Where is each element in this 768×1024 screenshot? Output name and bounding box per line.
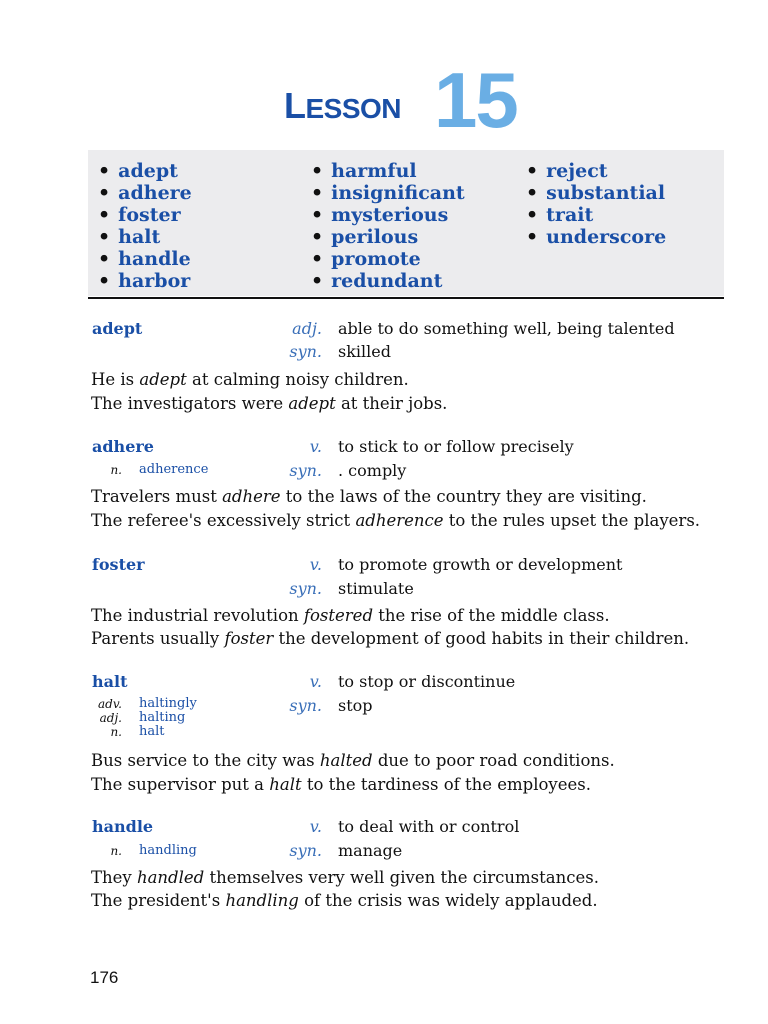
entry-pos: v. <box>309 437 322 456</box>
entry-syn-label: syn. <box>289 342 322 361</box>
entry-definition: able to do something well, being talented <box>338 319 675 338</box>
derived-word: adherence <box>139 462 209 477</box>
word-list-item: • adept <box>98 160 178 182</box>
entry-synonym: stimulate <box>338 579 414 598</box>
word-list-item: • perilous <box>311 226 419 248</box>
derived-word: handling <box>139 843 197 858</box>
example-sentence: Bus service to the city was halted due to poor road conditions. <box>91 751 615 770</box>
entry-pos: adj. <box>292 319 322 338</box>
word-list-item: • halt <box>98 226 161 248</box>
entry-pos: v. <box>309 672 322 691</box>
derived-word: halting <box>139 710 186 725</box>
word-list-column-1 <box>98 160 192 292</box>
derived-pos: n. <box>110 725 122 739</box>
entry-syn-label: syn. <box>289 696 322 715</box>
word-list-column-2 <box>311 160 465 292</box>
example-sentence: The investigators were adept at their jobs. <box>91 394 448 413</box>
page-number: 176 <box>90 968 119 987</box>
entry-synonym: . comply <box>338 461 407 480</box>
word-list-divider <box>88 297 724 299</box>
entry-syn-label: syn. <box>289 461 322 480</box>
lesson-label-cap: L <box>284 85 306 126</box>
entry-synonym: stop <box>338 696 373 715</box>
example-sentence: The supervisor put a halt to the tardiness of the employees. <box>91 775 591 794</box>
word-list-item: • harmful <box>311 160 417 182</box>
word-list-column-3 <box>526 160 666 248</box>
word-list-item: • redundant <box>311 270 443 292</box>
entry-headword: adept <box>92 319 143 338</box>
entry-definition: to stop or discontinue <box>338 672 516 691</box>
entry-synonym: manage <box>338 841 403 860</box>
word-list-item: • mysterious <box>311 204 449 226</box>
word-list-item: • promote <box>311 248 421 270</box>
entry-headword: halt <box>92 672 128 691</box>
entry-pos: v. <box>309 817 322 836</box>
entry-headword: handle <box>92 817 154 836</box>
derived-word: haltingly <box>139 696 197 711</box>
word-list-item: • handle <box>98 248 191 270</box>
example-sentence: The referee's excessively strict adherence to the rules upset the players. <box>91 511 701 530</box>
entry-pos: v. <box>309 555 322 574</box>
word-list-item: • substantial <box>526 182 666 204</box>
derived-pos: n. <box>110 844 122 858</box>
word-list-item: • foster <box>98 204 181 226</box>
word-list-item: • harbor <box>98 270 191 292</box>
word-list-item: • underscore <box>526 226 667 248</box>
example-sentence: Parents usually foster the development of good habits in their children. <box>91 629 690 648</box>
entry-definition: to stick to or follow precisely <box>338 437 574 456</box>
entry-synonym: skilled <box>338 342 391 361</box>
lesson-number: 15 <box>434 56 517 144</box>
word-list-item: • trait <box>526 204 594 226</box>
entry-headword: adhere <box>92 437 154 456</box>
word-list-item: • insignificant <box>311 182 465 204</box>
example-sentence: Travelers must adhere to the laws of the country they are visiting. <box>91 487 647 506</box>
entry-syn-label: syn. <box>289 841 322 860</box>
lesson-title <box>0 55 768 144</box>
derived-pos: adv. <box>97 697 122 711</box>
entry-definition: to promote growth or development <box>338 555 623 574</box>
entry-syn-label: syn. <box>289 579 322 598</box>
word-list-item: • reject <box>526 160 608 182</box>
example-sentence: He is adept at calming noisy children. <box>91 370 409 389</box>
entry-definition: to deal with or control <box>338 817 520 836</box>
example-sentence: The president's handling of the crisis was widely applauded. <box>91 891 598 910</box>
example-sentence: The industrial revolution fostered the rise of the middle class. <box>91 606 610 625</box>
entry-headword: foster <box>92 555 145 574</box>
derived-pos: adj. <box>99 711 122 725</box>
example-sentence: They handled themselves very well given the circumstances. <box>91 868 599 887</box>
derived-pos: n. <box>110 463 122 477</box>
derived-word: halt <box>139 724 165 739</box>
lesson-label <box>284 85 401 127</box>
lesson-label-rest: ESSON <box>305 93 402 124</box>
word-list-item: • adhere <box>98 182 192 204</box>
